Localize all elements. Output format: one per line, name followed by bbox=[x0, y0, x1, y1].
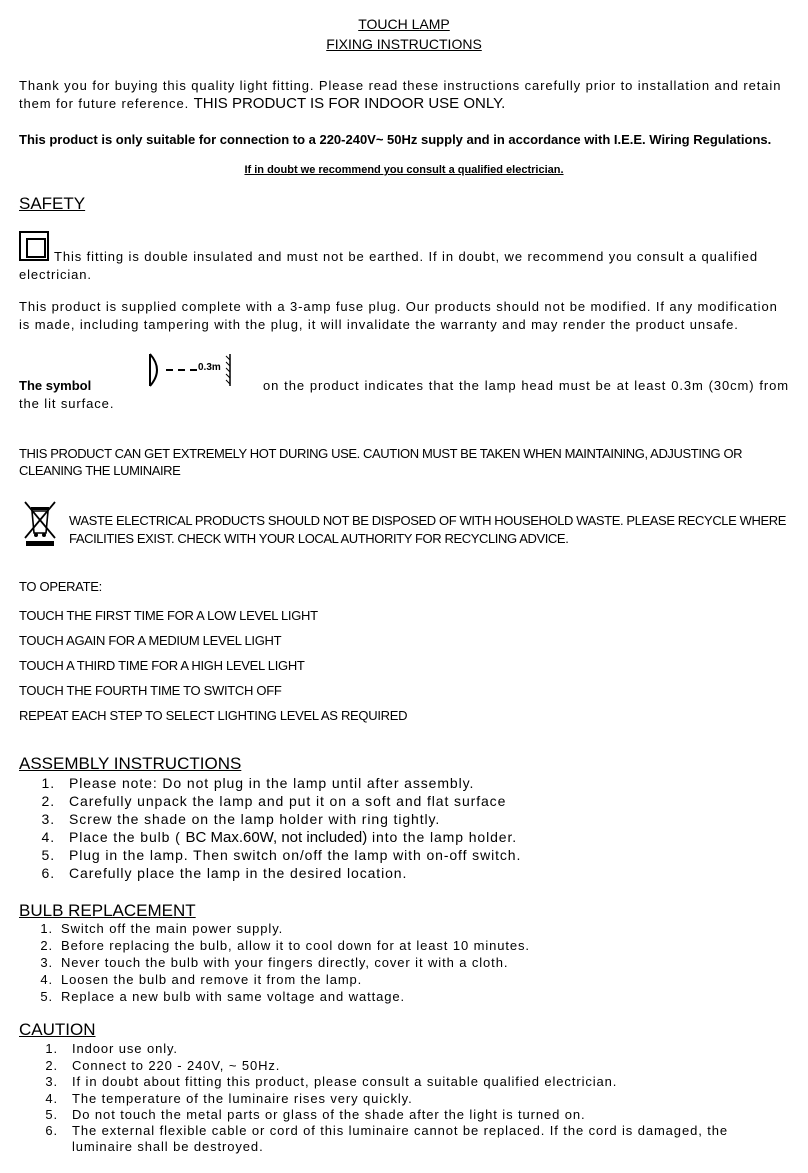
list-item: 3. Screw the shade on the lamp holder with ring tightly. bbox=[41, 811, 441, 827]
list-item: 5. Plug in the lamp. Then switch on/off the lamp with on-off switch. bbox=[41, 847, 522, 863]
operate-line: REPEAT EACH STEP TO SELECT LIGHTING LEVEL AS REQUIRED bbox=[19, 708, 408, 723]
fuse-plug-text: This product is supplied complete with a 3-amp fuse plug. Our products should not be modified. If any modification is made, including tampering with the plug, it will invalidate the warranty and may render the product unsafe. bbox=[19, 299, 778, 332]
operate-line: TOUCH THE FIRST TIME FOR A LOW LEVEL LIGHT bbox=[19, 608, 318, 623]
list-item: 6. The external flexible cable or cord of this luminaire cannot be replaced. If the cord is damaged, the luminaire shall be destroyed. bbox=[45, 1122, 728, 1154]
caution-heading: CAUTION bbox=[19, 1020, 96, 1039]
document-subtitle: FIXING INSTRUCTIONS bbox=[326, 36, 482, 52]
list-item: 4. Loosen the bulb and remove it from the lamp. bbox=[40, 972, 363, 987]
symbol-distance: 0.3m bbox=[198, 362, 221, 373]
operate-line: TOUCH AGAIN FOR A MEDIUM LEVEL LIGHT bbox=[19, 633, 282, 648]
electrician-notice: If in doubt we recommend you consult a qualified electrician. bbox=[244, 164, 564, 176]
bulb-spec: BC Max.60W, not included) bbox=[185, 829, 368, 846]
list-item: 5. Replace a new bulb with same voltage and wattage. bbox=[40, 989, 406, 1004]
list-item: 4. Place the bulb ( BC Max.60W, not included) into the lamp holder. bbox=[41, 829, 518, 846]
operate-lines bbox=[19, 603, 407, 728]
list-item: 1. Switch off the main power supply. bbox=[40, 921, 284, 936]
symbol-label: The symbol bbox=[19, 378, 92, 393]
weee-notice: WASTE ELECTRICAL PRODUCTS SHOULD NOT BE DISPOSED OF WITH HOUSEHOLD WASTE. PLEASE RECYCLE WHERE FACILITIES EXIST. CHECK WITH YOUR LOCAL AUTHORITY FOR RECYCLING ADVICE. bbox=[69, 513, 787, 546]
symbol-text: on the product indicates that the lamp head must be at least 0.3m (30cm) from the lit surface. bbox=[19, 378, 789, 411]
double-insulated-text: This fitting is double insulated and must not be earthed. If in doubt, we recommend you consult a qualified electrician. bbox=[19, 249, 759, 282]
list-item: 6. Carefully place the lamp in the desired location. bbox=[41, 865, 408, 881]
list-item: 3. If in doubt about fitting this product, please consult a suitable qualified electrician. bbox=[45, 1074, 618, 1089]
list-item: 1. Please note: Do not plug in the lamp until after assembly. bbox=[41, 775, 475, 791]
operate-line: TOUCH A THIRD TIME FOR A HIGH LEVEL LIGHT bbox=[19, 658, 305, 673]
intro-paragraph bbox=[19, 77, 789, 113]
operate-line: TOUCH THE FOURTH TIME TO SWITCH OFF bbox=[19, 683, 282, 698]
indoor-notice: THIS PRODUCT IS FOR INDOOR USE ONLY. bbox=[193, 95, 506, 112]
list-item: 1. Indoor use only. bbox=[45, 1041, 178, 1056]
bulb-replacement-heading: BULB REPLACEMENT bbox=[19, 901, 196, 920]
list-item: 2. Before replacing the bulb, allow it to cool down for at least 10 minutes. bbox=[40, 938, 530, 953]
list-item: 2. Carefully unpack the lamp and put it on a soft and flat surface bbox=[41, 793, 507, 809]
hot-warning: THIS PRODUCT CAN GET EXTREMELY HOT DURING USE. CAUTION MUST BE TAKEN WHEN MAINTAINING, ADJUSTING OR CLEANING THE LUMINAIRE bbox=[19, 446, 743, 478]
wheelie-bin-icon bbox=[22, 497, 58, 547]
safety-heading: SAFETY bbox=[19, 194, 86, 213]
document-title: TOUCH LAMP bbox=[358, 16, 450, 32]
assembly-heading: ASSEMBLY INSTRUCTIONS bbox=[19, 754, 242, 773]
list-item: 4. The temperature of the luminaire rises very quickly. bbox=[45, 1090, 413, 1106]
list-item: 5. Do not touch the metal parts or glass of the shade after the light is turned on. bbox=[45, 1107, 586, 1122]
list-item: 3. Never touch the bulb with your fingers directly, cover it with a cloth. bbox=[40, 955, 509, 970]
intro-text: Thank you for buying this quality light fitting. Please read these instructions carefully prior to installation and retain them for future reference. bbox=[19, 78, 782, 111]
caution-list bbox=[19, 1040, 789, 1156]
assembly-list bbox=[19, 774, 789, 882]
operate-heading: TO OPERATE: bbox=[19, 579, 102, 594]
list-item: 2. Connect to 220 - 240V, ~ 50Hz. bbox=[45, 1057, 281, 1073]
bulb-replacement-list bbox=[19, 920, 789, 1005]
supply-notice: This product is only suitable for connection to a 220-240V~ 50Hz supply and in accordance with I.E.E. Wiring Regulations. bbox=[19, 132, 772, 147]
